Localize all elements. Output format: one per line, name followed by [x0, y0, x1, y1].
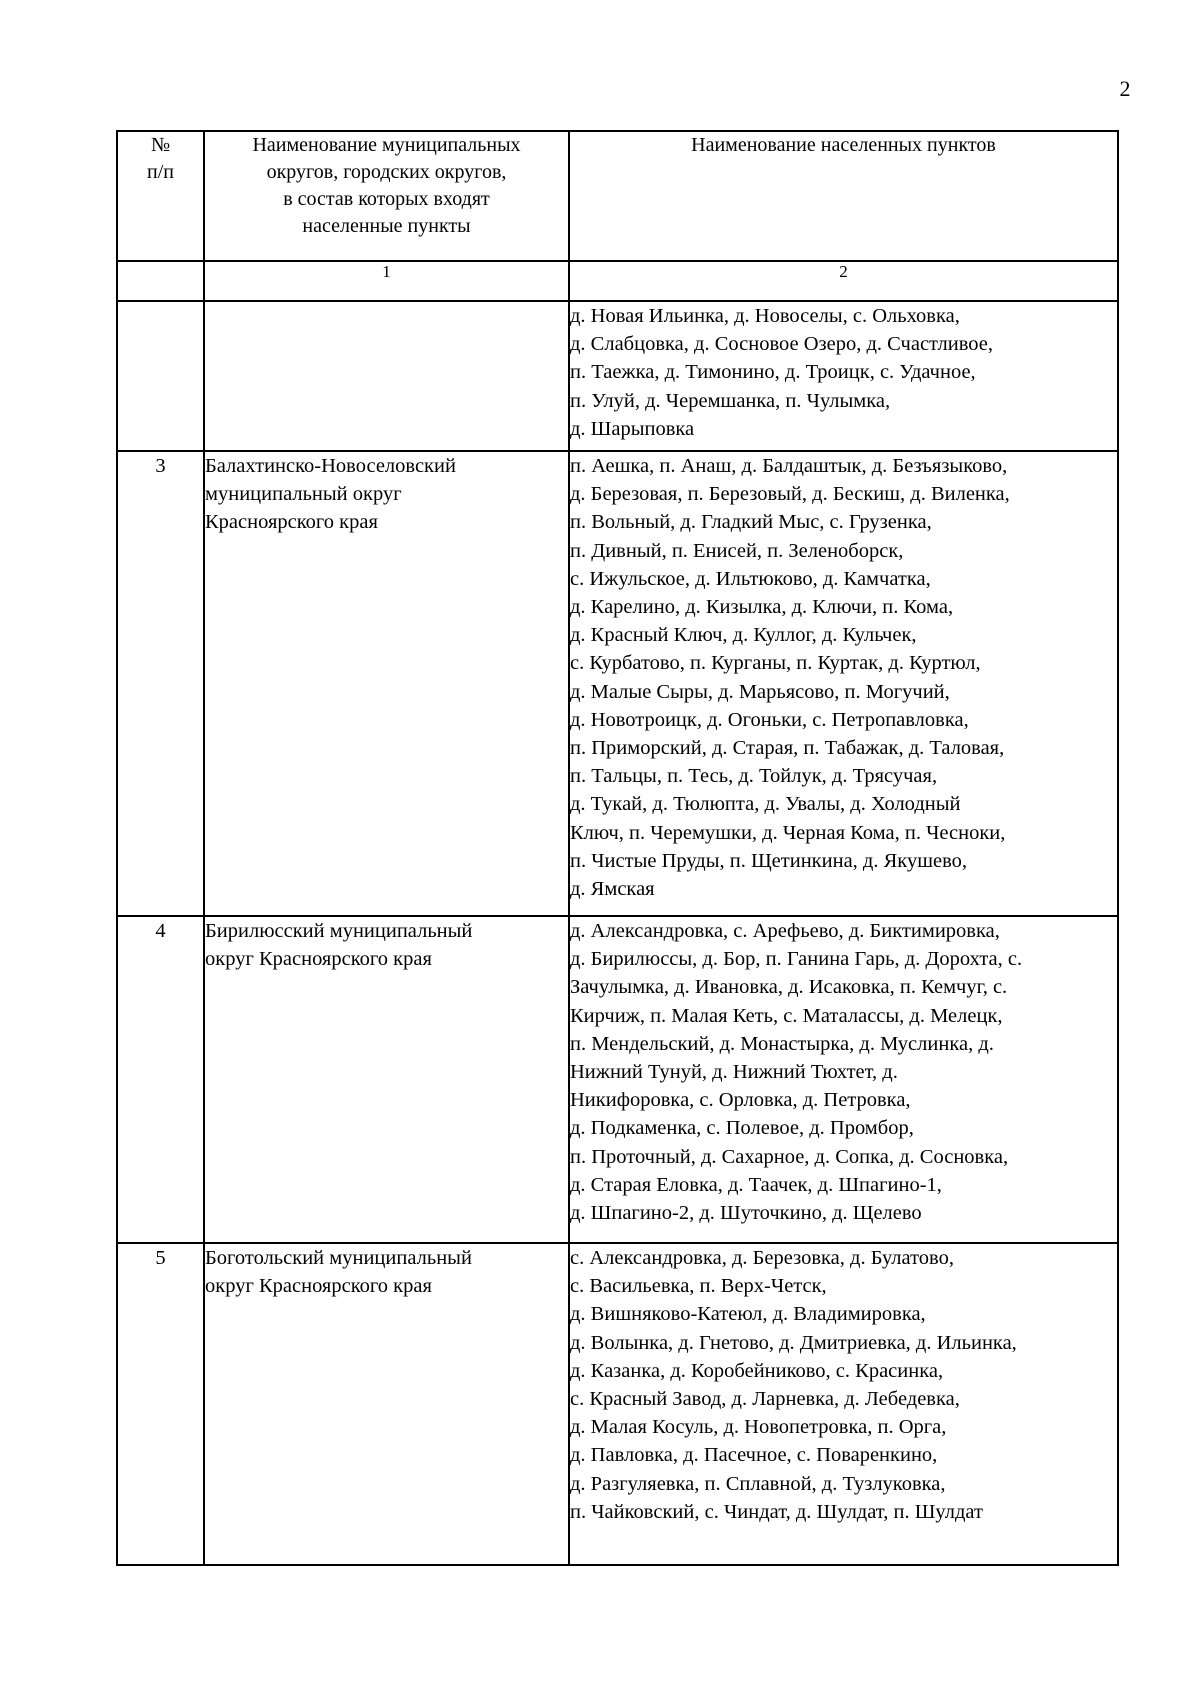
header-line: населенные пункты: [302, 215, 471, 237]
settlement-line: п. Вольный, д. Гладкий Мыс, с. Грузенка,: [570, 511, 932, 534]
settlement-line: с. Александровка, д. Березовка, д. Булатово,: [570, 1247, 954, 1269]
settlement-line: п. Мендельский, д. Монастырка, д. Муслинка, д.: [570, 1032, 994, 1055]
header-number: [117, 131, 204, 261]
column-number: [117, 261, 204, 301]
settlement-line: с. Курбатово, п. Курганы, п. Куртак, д. Куртюл,: [570, 652, 981, 675]
settlement-line: Зачулымка, д. Ивановка, д. Исаковка, п. Кемчуг, с.: [570, 976, 1008, 999]
settlement-line: п. Аешка, п. Анаш, д. Балдаштык, д. Безъязыково,: [570, 455, 1008, 477]
settlements-list: [569, 916, 1118, 1243]
header-settlements: [569, 131, 1118, 261]
settlements-list: [569, 301, 1118, 451]
header-line: округов, городских округов,: [266, 161, 507, 183]
row-number: 3: [117, 451, 204, 916]
header-line: п/п: [147, 161, 174, 183]
settlement-line: п. Таежка, д. Тимонино, д. Троицк, с. Удачное,: [570, 361, 976, 384]
header-row: [117, 131, 1118, 261]
settlement-line: д. Старая Еловка, д. Таачек, д. Шпагино-1,: [570, 1173, 942, 1196]
settlement-line: п. Проточный, д. Сахарное, д. Сопка, д. Сосновка,: [570, 1145, 1009, 1168]
district-line: Боготольский муниципальный: [205, 1247, 472, 1269]
settlement-line: д. Новотроицк, д. Огоньки, с. Петропавловка,: [570, 708, 969, 731]
settlement-line: д. Разгуляевка, п. Сплавной, д. Тузлуковка,: [570, 1472, 946, 1495]
settlement-line: д. Красный Ключ, д. Куллог, д. Кульчек,: [570, 624, 917, 647]
header-line: Наименование муниципальных: [252, 134, 521, 156]
settlement-line: п. Приморский, д. Старая, п. Табажак, д. Таловая,: [570, 737, 1005, 760]
page-number: 2: [1119, 76, 1131, 101]
settlement-line: с. Красный Завод, д. Ларневка, д. Лебедевка,: [570, 1388, 960, 1411]
settlement-line: с. Васильевка, п. Верх-Четск,: [570, 1275, 827, 1298]
settlement-line: д. Малые Сыры, д. Марьясово, п. Могучий,: [570, 680, 950, 703]
table-row: [117, 451, 1118, 916]
settlement-line: д. Волынка, д. Гнетово, д. Дмитриевка, д. Ильинка,: [570, 1331, 1017, 1354]
row-number: 4: [117, 916, 204, 1243]
settlement-line: п. Дивный, п. Енисей, п. Зеленоборск,: [570, 539, 904, 562]
settlement-line: д. Тукай, д. Тюлюпта, д. Увалы, д. Холодный: [570, 793, 961, 816]
settlement-line: д. Малая Косуль, д. Новопетровка, п. Орга,: [570, 1416, 947, 1439]
settlement-line: п. Чистые Пруды, п. Щетинкина, д. Якушево,: [570, 849, 967, 872]
district-line: округ Красноярского края: [205, 1275, 432, 1298]
settlement-line: п. Улуй, д. Черемшанка, п. Чулымка,: [570, 389, 891, 412]
settlement-line: д. Слабцовка, д. Сосновое Озеро, д. Счастливое,: [570, 333, 993, 356]
settlement-line: д. Казанка, д. Коробейниково, с. Красинка,: [570, 1359, 944, 1382]
header-district: [204, 131, 569, 261]
district-name: [204, 1243, 569, 1565]
column-number: 2: [569, 261, 1118, 301]
settlement-line: д. Шпагино-2, д. Шуточкино, д. Щелево: [570, 1202, 922, 1225]
table-row: [117, 916, 1118, 1243]
column-numbering-row: [117, 261, 1118, 301]
settlement-line: с. Ижульское, д. Ильтюково, д. Камчатка,: [570, 567, 931, 590]
district-name: [204, 451, 569, 916]
settlement-line: д. Шарыповка: [570, 417, 695, 440]
district-line: Бирилюсский муниципальный: [205, 920, 473, 942]
settlement-line: Ключ, п. Черемушки, д. Черная Кома, п. Чесноки,: [570, 821, 1006, 844]
settlements-list: [569, 1243, 1118, 1565]
row-number: 5: [117, 1243, 204, 1565]
district-line: Красноярского края: [205, 511, 378, 534]
settlements-table: [116, 130, 1119, 1566]
settlement-line: д. Александровка, с. Арефьево, д. Биктимировка,: [570, 920, 1000, 942]
settlement-line: д. Березовая, п. Березовый, д. Бескиш, д. Виленка,: [570, 483, 1010, 506]
district-name: [204, 301, 569, 451]
settlement-line: д. Карелино, д. Кизылка, д. Ключи, п. Кома,: [570, 596, 954, 619]
settlement-line: д. Бирилюссы, д. Бор, п. Ганина Гарь, д. Дорохта, с.: [570, 948, 1023, 971]
settlement-line: д. Подкаменка, с. Полевое, д. Промбор,: [570, 1117, 914, 1140]
settlement-line: д. Вишняково-Катеюл, д. Владимировка,: [570, 1303, 926, 1326]
column-number: 1: [204, 261, 569, 301]
settlement-line: д. Павловка, д. Пасечное, с. Поваренкино,: [570, 1444, 938, 1467]
district-line: Балахтинско-Новоселовский: [205, 455, 456, 477]
settlement-line: Никифоровка, с. Орловка, д. Петровка,: [570, 1089, 911, 1112]
settlement-line: п. Тальцы, п. Тесь, д. Тойлук, д. Трясучая,: [570, 765, 938, 788]
district-name: [204, 916, 569, 1243]
settlement-line: п. Чайковский, с. Чиндат, д. Шулдат, п. Шулдат: [570, 1500, 983, 1523]
settlement-line: д. Новая Ильинка, д. Новоселы, с. Ольховка,: [570, 305, 960, 327]
header-line: Наименование населенных пунктов: [691, 134, 996, 156]
district-line: муниципальный округ: [205, 483, 402, 506]
header-line: №: [150, 134, 171, 156]
table-row: [117, 1243, 1118, 1565]
settlement-line: д. Ямская: [570, 878, 655, 901]
row-number: [117, 301, 204, 451]
settlements-list: [569, 451, 1118, 916]
district-line: округ Красноярского края: [205, 948, 432, 971]
settlement-line: Кирчиж, п. Малая Кеть, с. Маталассы, д. Мелецк,: [570, 1004, 1003, 1027]
header-line: в состав которых входят: [283, 188, 490, 210]
table-row: [117, 301, 1118, 451]
settlement-line: Нижний Тунуй, д. Нижний Тюхтет, д.: [570, 1061, 898, 1084]
